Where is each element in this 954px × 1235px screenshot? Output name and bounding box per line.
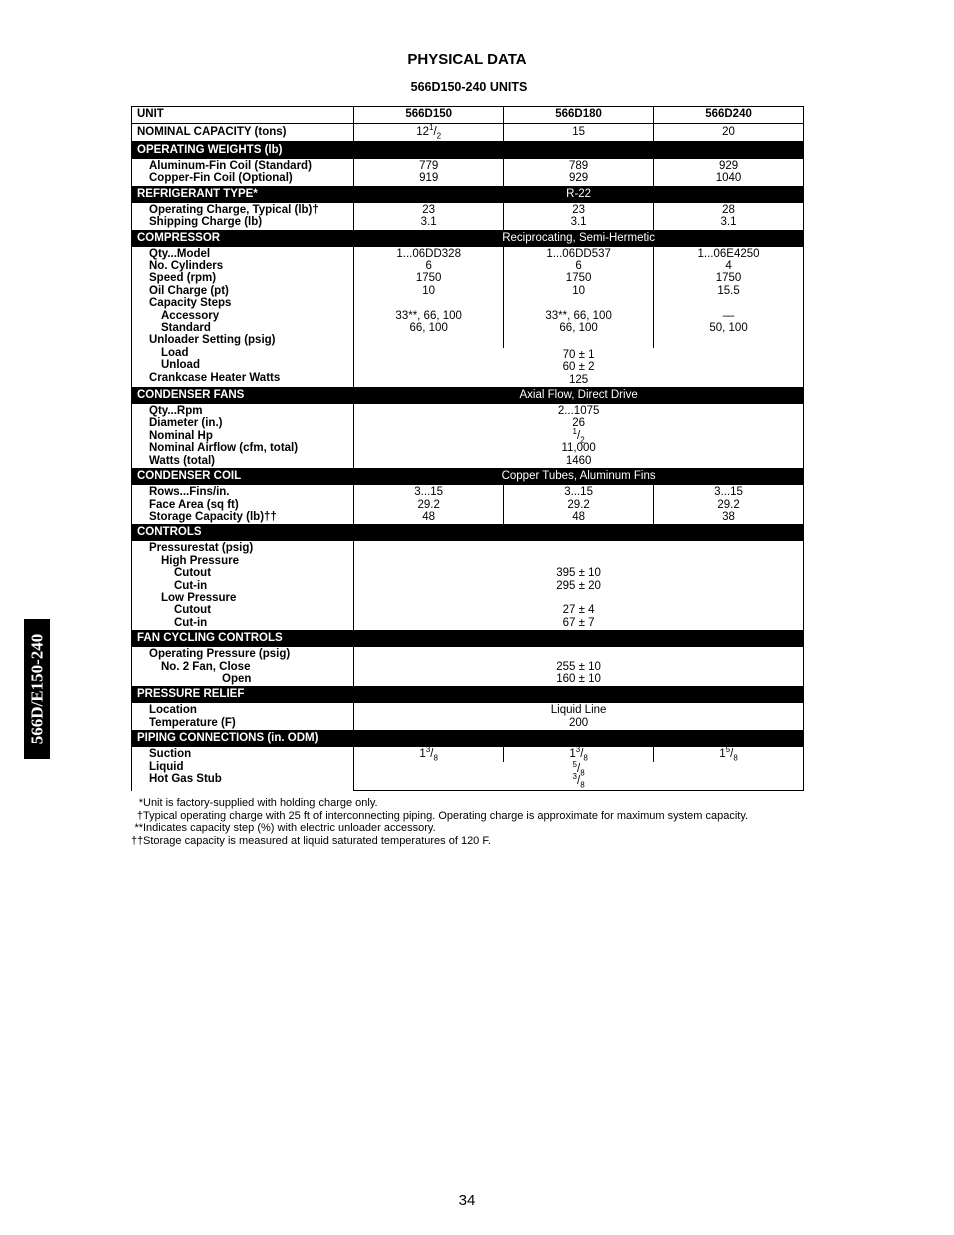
piping-suction-150: $1^3/_8$ [354,747,504,761]
compressor-body [132,247,804,348]
header-566d180: 566D180 [504,107,654,124]
refrigerant-labels: Operating Charge, Typical (lb)† Shipping Charge (lb) [132,203,354,230]
nominal-capacity-label: NOMINAL CAPACITY (tons) [132,124,354,142]
operating-weights-body [132,159,804,186]
compressor-150: 1...06DD328 6 1750 10 33**, 66, 100 66, 100 [354,247,504,348]
compressor-shared: 70 ± 1 60 ± 2 125 [354,348,804,387]
condenser-coil-240: 3...15 29.2 38 [654,485,804,524]
fan-cycling-values: 255 ± 10 160 ± 10 [354,647,804,686]
section-condenser-coil: CONDENSER COIL Copper Tubes, Aluminum Fins [132,468,804,485]
condenser-coil-labels: Rows...Fins/in. Face Area (sq ft) Storage Capacity (lb)†† [132,485,354,524]
refrigerant-240: 28 3.1 [654,203,804,230]
page-title: PHYSICAL DATA [407,51,527,68]
physical-data-table [131,106,804,791]
piping-suction-240: $1^5/_8$ [654,747,804,761]
fan-cycling-body [132,647,804,686]
refrigerant-body [132,203,804,230]
section-fan-cycling: FAN CYCLING CONTROLS [132,630,804,647]
operating-weights-180: 789 929 [504,159,654,186]
operating-weights-150: 779 919 [354,159,504,186]
piping-body-suction [132,747,804,761]
header-566d150: 566D150 [354,107,504,124]
compressor-labels: Qty...Model No. Cylinders Speed (rpm) Oil Charge (pt) Capacity Steps Accessory Standard Unloader Setting (psig) Load Unload Crankcase Heater Watts [132,247,354,387]
footnote: * Unit is factory-supplied with holding charge only. [138,797,378,809]
controls-labels: Pressurestat (psig) High Pressure Cutout Cut-in Low Pressure Cutout Cut-in [132,541,354,630]
footnote: † Typical operating charge with 25 ft of interconnecting piping. Operating charge is approximate for maximum system capacity. [136,809,749,822]
piping-shared-values: $^5/_8$ $^3/_8$ [354,762,804,791]
condenser-coil-150: 3...15 29.2 48 [354,485,504,524]
fan-cycling-labels: Operating Pressure (psig) No. 2 Fan, Close Open [132,647,354,686]
condenser-fans-values: 2...1075 26 $^1/_2$ 11,000 1460 [354,404,804,468]
condenser-coil-body [132,485,804,524]
section-pressure-relief: PRESSURE RELIEF [132,686,804,703]
footnote: †† Storage capacity is measured at liquid saturated temperatures of 120 F. [131,834,491,847]
piping-suction-180: $1^3/_8$ [504,747,654,761]
nominal-capacity-150: $12^1/_2$ [354,124,504,142]
nominal-capacity-240: 20 [654,124,804,142]
condenser-fans-body [132,404,804,468]
footnote: ** Indicates capacity step (%) with electric unloader accessory. [134,822,436,834]
section-controls: CONTROLS [132,524,804,541]
pressure-relief-labels: Location Temperature (F) [132,703,354,730]
page-subtitle: 566D150-240 UNITS [410,80,528,94]
nominal-capacity-180: 15 [504,124,654,142]
compressor-180: 1...06DD537 6 1750 10 33**, 66, 100 66, 100 [504,247,654,348]
operating-weights-labels: Aluminum-Fin Coil (Standard) Copper-Fin Coil (Optional) [132,159,354,186]
side-tab [24,619,50,759]
section-operating-weights: OPERATING WEIGHTS (lb) [132,142,804,160]
pressure-relief-body [132,703,804,730]
table-header-row [132,107,804,124]
section-piping: PIPING CONNECTIONS (in. ODM) [132,730,804,747]
footnotes [131,797,804,847]
compressor-240: 1...06E4250 4 1750 15.5 — 50, 100 [654,247,804,348]
section-compressor: COMPRESSOR Reciprocating, Semi-Hermetic [132,230,804,247]
operating-weights-240: 929 1040 [654,159,804,186]
refrigerant-150: 23 3.1 [354,203,504,230]
piping-labels: Suction Liquid Hot Gas Stub [132,747,354,791]
side-tab-label: 566D/E150-240 [27,633,46,745]
condenser-coil-180: 3...15 29.2 48 [504,485,654,524]
controls-values: 395 ± 10 295 ± 20 27 ± 4 67 ± 7 [354,541,804,630]
section-refrigerant: REFRIGERANT TYPE* R-22 [132,186,804,203]
page-number: 34 [458,1192,476,1209]
header-unit: UNIT [132,107,354,124]
pressure-relief-values: Liquid Line 200 [354,703,804,730]
controls-body [132,541,804,630]
refrigerant-180: 23 3.1 [504,203,654,230]
header-566d240: 566D240 [654,107,804,124]
section-condenser-fans: CONDENSER FANS Axial Flow, Direct Drive [132,387,804,404]
condenser-fans-labels: Qty...Rpm Diameter (in.) Nominal Hp Nominal Airflow (cfm, total) Watts (total) [132,404,354,468]
nominal-capacity-row [132,124,804,142]
